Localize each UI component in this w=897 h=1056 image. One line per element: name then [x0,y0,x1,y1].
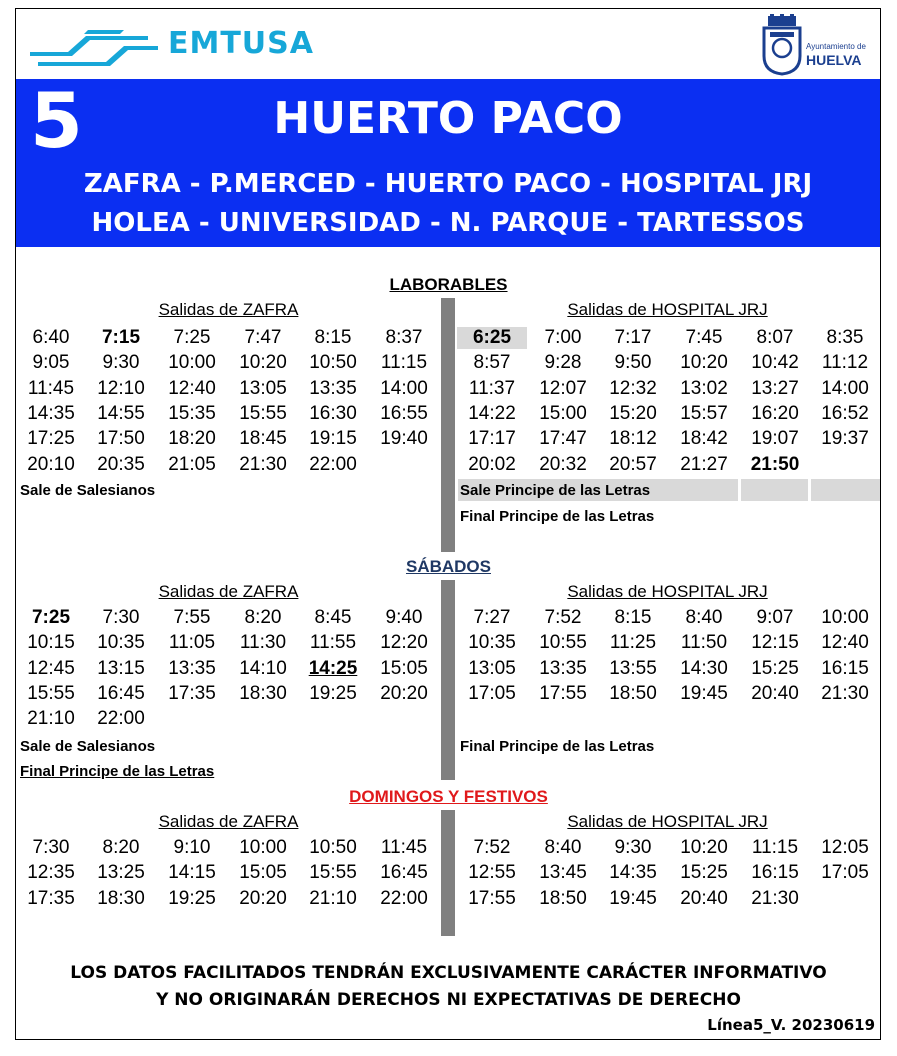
departure-time: 7:27 [473,607,511,628]
departure-time: 16:15 [751,862,799,884]
column-heading-hospital: Salidas de HOSPITAL JRJ [567,300,768,319]
departure-time: 15:00 [539,402,587,424]
departure-time: 14:00 [821,377,869,399]
departure-time: 22:00 [380,887,428,909]
departure-time: 9:05 [32,352,70,374]
section-title-laborables: LABORABLES [389,275,508,294]
departure-time: 7:17 [614,327,652,348]
departure-time: 19:40 [380,428,428,450]
line-name: HUERTO PACO [273,93,623,144]
departure-time: 8:20 [102,837,140,858]
departure-time: 12:20 [380,632,428,654]
departure-time: 16:55 [380,402,428,424]
departure-time: 16:52 [821,402,869,424]
departure-time: 21:10 [309,887,357,909]
departure-time: 14:22 [468,402,516,424]
departure-time: 20:35 [97,453,145,475]
departure-time: 17:55 [539,682,587,704]
huelva-crest-icon [760,14,804,76]
departure-time: 15:20 [609,402,657,424]
center-divider [441,810,455,936]
departure-time: 10:20 [680,352,728,374]
departure-time: 7:15 [101,327,141,348]
departure-time: 6:25 [457,327,527,349]
city-council-subtitle: Ayuntamiento de [806,42,866,51]
note-sale-salesianos: Sale de Salesianos [20,738,156,755]
departure-time: 18:12 [609,428,657,450]
departure-time: 9:50 [614,352,652,374]
departure-time: 8:40 [685,607,723,628]
section-title-sabados: SÁBADOS [405,557,491,576]
departure-time: 10:15 [27,632,75,654]
column-heading-hospital: Salidas de HOSPITAL JRJ [567,812,768,831]
departure-time: 15:25 [751,657,799,679]
departure-time: 13:55 [609,657,657,679]
departure-time: 13:05 [239,377,287,399]
column-heading-zafra: Salidas de ZAFRA [158,582,299,601]
departure-time: 14:35 [609,862,657,884]
departure-time: 14:15 [168,862,216,884]
departure-time: 9:10 [173,837,211,858]
departure-time: 19:45 [680,682,728,704]
departure-time: 19:07 [751,428,799,450]
departure-time: 17:50 [97,428,145,450]
departure-time: 9:30 [614,837,652,858]
departure-time: 18:50 [609,682,657,704]
line-banner [16,76,880,247]
departure-time: 16:45 [97,682,145,704]
city-council-logo [760,14,875,76]
departure-time: 21:27 [680,453,728,475]
departure-time: 12:15 [751,632,799,654]
departure-time: 13:27 [751,377,799,399]
departure-time: 20:40 [680,887,728,909]
departure-time: 22:00 [97,708,145,730]
departure-time: 14:10 [239,657,287,679]
departure-time: 21:05 [168,453,216,475]
departure-time: 16:20 [751,402,799,424]
departure-time: 9:07 [756,607,794,628]
departure-time: 17:55 [468,887,516,909]
departure-time: 10:00 [168,352,216,374]
departure-time: 10:00 [821,607,869,628]
departure-time: 16:30 [309,402,357,424]
departure-time: 20:32 [539,453,587,475]
departure-time: 19:15 [309,428,357,450]
departure-time: 13:25 [97,862,145,884]
column-heading-zafra: Salidas de ZAFRA [158,300,299,319]
departure-time: 11:37 [468,377,516,399]
city-name: HUELVA [806,52,862,68]
departure-time: 10:35 [97,632,145,654]
departure-time: 17:35 [168,682,216,704]
departure-time: 8:57 [473,352,511,374]
departure-time: 8:15 [614,607,652,628]
departure-time: 11:45 [380,837,428,858]
departure-time: 10:20 [680,837,728,858]
disclaimer-line-1: LOS DATOS FACILITADOS TENDRÁN EXCLUSIVAMENTE CARÁCTER INFORMATIVO [70,963,827,983]
version-label: Línea5_V. 20230619 [707,1016,875,1034]
note-final-principe-letras: Final Principe de las Letras [460,738,655,755]
departure-time: 16:45 [380,862,428,884]
departure-time: 7:45 [685,327,723,348]
departure-time: 8:40 [544,837,582,858]
departure-time: 19:37 [821,428,869,450]
departure-time: 15:55 [239,402,287,424]
departure-time: 13:45 [539,862,587,884]
departure-time: 12:05 [821,837,869,858]
departure-time: 12:40 [821,632,869,654]
departure-time: 10:00 [239,837,287,858]
departure-time: 10:42 [751,352,799,374]
departure-time: 18:45 [239,428,287,450]
center-divider [441,298,455,552]
departure-time: 13:05 [468,657,516,679]
note-sale-principe-letras: Sale Principe de las Letras [460,482,651,499]
departure-time: 18:42 [680,428,728,450]
departure-time: 10:50 [309,837,357,858]
departure-time: 12:32 [609,377,657,399]
departure-time: 20:20 [380,682,428,704]
departure-time: 11:05 [168,632,216,654]
departure-time: 12:35 [27,862,75,884]
departure-time: 20:40 [751,682,799,704]
emtusa-logo [28,22,358,72]
departure-time: 15:55 [309,862,357,884]
departure-time: 12:40 [168,377,216,399]
center-divider [441,580,455,780]
departure-time: 20:20 [239,887,287,909]
departure-time: 19:25 [309,682,357,704]
departure-time: 20:10 [27,453,75,475]
route-stops-2: HOLEA - UNIVERSIDAD - N. PARQUE - TARTESSOS [91,208,805,238]
departure-time: 6:40 [32,327,70,348]
departure-time: 7:47 [244,327,282,348]
departure-time: 15:35 [168,402,216,424]
departure-time: 17:35 [27,887,75,909]
departure-time: 15:57 [680,402,728,424]
departure-time: 7:25 [173,327,211,348]
departure-time: 13:02 [680,377,728,399]
departure-time: 13:35 [539,657,587,679]
departure-time: 13:35 [168,657,216,679]
departure-time: 15:05 [380,657,428,679]
disclaimer-line-2: Y NO ORIGINARÁN DERECHOS NI EXPECTATIVAS DE DERECHO [156,990,741,1010]
departure-time: 14:35 [27,402,75,424]
note-final-principe-letras: Final Principe de las Letras [460,508,655,525]
line-number: 5 [30,76,83,165]
departure-time: 22:00 [309,453,357,475]
departure-time: 19:45 [609,887,657,909]
departure-time: 11:55 [309,632,357,654]
departure-time: 18:20 [168,428,216,450]
departure-time: 21:30 [751,887,799,909]
departure-time: 18:30 [239,682,287,704]
note-sale-salesianos: Sale de Salesianos [20,482,156,499]
departure-time: 11:50 [680,632,728,654]
departure-time: 15:05 [239,862,287,884]
departure-time: 8:15 [314,327,352,348]
departure-time: 15:25 [680,862,728,884]
departure-time: 15:55 [27,682,75,704]
departure-time: 11:45 [27,377,75,399]
departure-time: 8:45 [314,607,352,628]
departure-time: 7:55 [173,607,211,628]
note-final-principe-letras: Final Principe de las Letras [20,763,215,780]
departure-time: 20:02 [468,453,516,475]
departure-time: 7:25 [31,607,71,628]
departure-time: 18:50 [539,887,587,909]
departure-time: 11:12 [821,352,869,374]
column-heading-zafra: Salidas de ZAFRA [158,812,299,831]
departure-time: 8:35 [826,327,864,348]
section-title-domingos: DOMINGOS Y FESTIVOS [349,787,548,806]
departure-time: 9:40 [385,607,423,628]
departure-time: 21:50 [750,453,800,475]
departure-time: 7:00 [544,327,582,348]
departure-time: 17:05 [468,682,516,704]
column-heading-hospital: Salidas de HOSPITAL JRJ [567,582,768,601]
departure-time: 12:45 [27,657,75,679]
brand-name: EMTUSA [168,26,314,61]
departure-time: 8:20 [244,607,282,628]
departure-time: 13:15 [97,657,145,679]
departure-time: 9:30 [102,352,140,374]
departure-time: 10:50 [309,352,357,374]
route-stops-1: ZAFRA - P.MERCED - HUERTO PACO - HOSPITAL JRJ [83,169,813,199]
departure-time: 14:55 [97,402,145,424]
departure-time: 11:15 [380,352,428,374]
departure-time: 14:00 [380,377,428,399]
departure-time: 18:30 [97,887,145,909]
departure-time: 12:10 [97,377,145,399]
departure-time: 11:25 [609,632,657,654]
departure-time: 12:55 [468,862,516,884]
departure-time: 19:25 [168,887,216,909]
departure-time: 7:52 [473,837,511,858]
departure-time: 17:05 [821,862,869,884]
departure-time: 10:35 [468,632,516,654]
departure-time: 7:30 [32,837,70,858]
departure-time: 8:07 [756,327,794,348]
departure-time: 7:30 [102,607,140,628]
departure-time: 14:30 [680,657,728,679]
emtusa-arrows-icon [28,22,168,72]
departure-time: 10:20 [239,352,287,374]
departure-time: 14:25 [308,657,358,679]
departure-time: 17:47 [539,428,587,450]
departure-time: 13:35 [309,377,357,399]
departure-time: 10:55 [539,632,587,654]
departure-time: 17:17 [468,428,516,450]
departure-time: 21:30 [239,453,287,475]
departure-time: 20:57 [609,453,657,475]
departure-time: 8:37 [385,327,423,348]
departure-time: 17:25 [27,428,75,450]
departure-time: 12:07 [539,377,587,399]
departure-time: 7:52 [544,607,582,628]
departure-time: 11:15 [751,837,799,858]
departure-time: 16:15 [821,657,869,679]
departure-time: 21:30 [821,682,869,704]
departure-time: 21:10 [27,708,75,730]
departure-time: 11:30 [239,632,287,654]
departure-time: 9:28 [544,352,582,374]
